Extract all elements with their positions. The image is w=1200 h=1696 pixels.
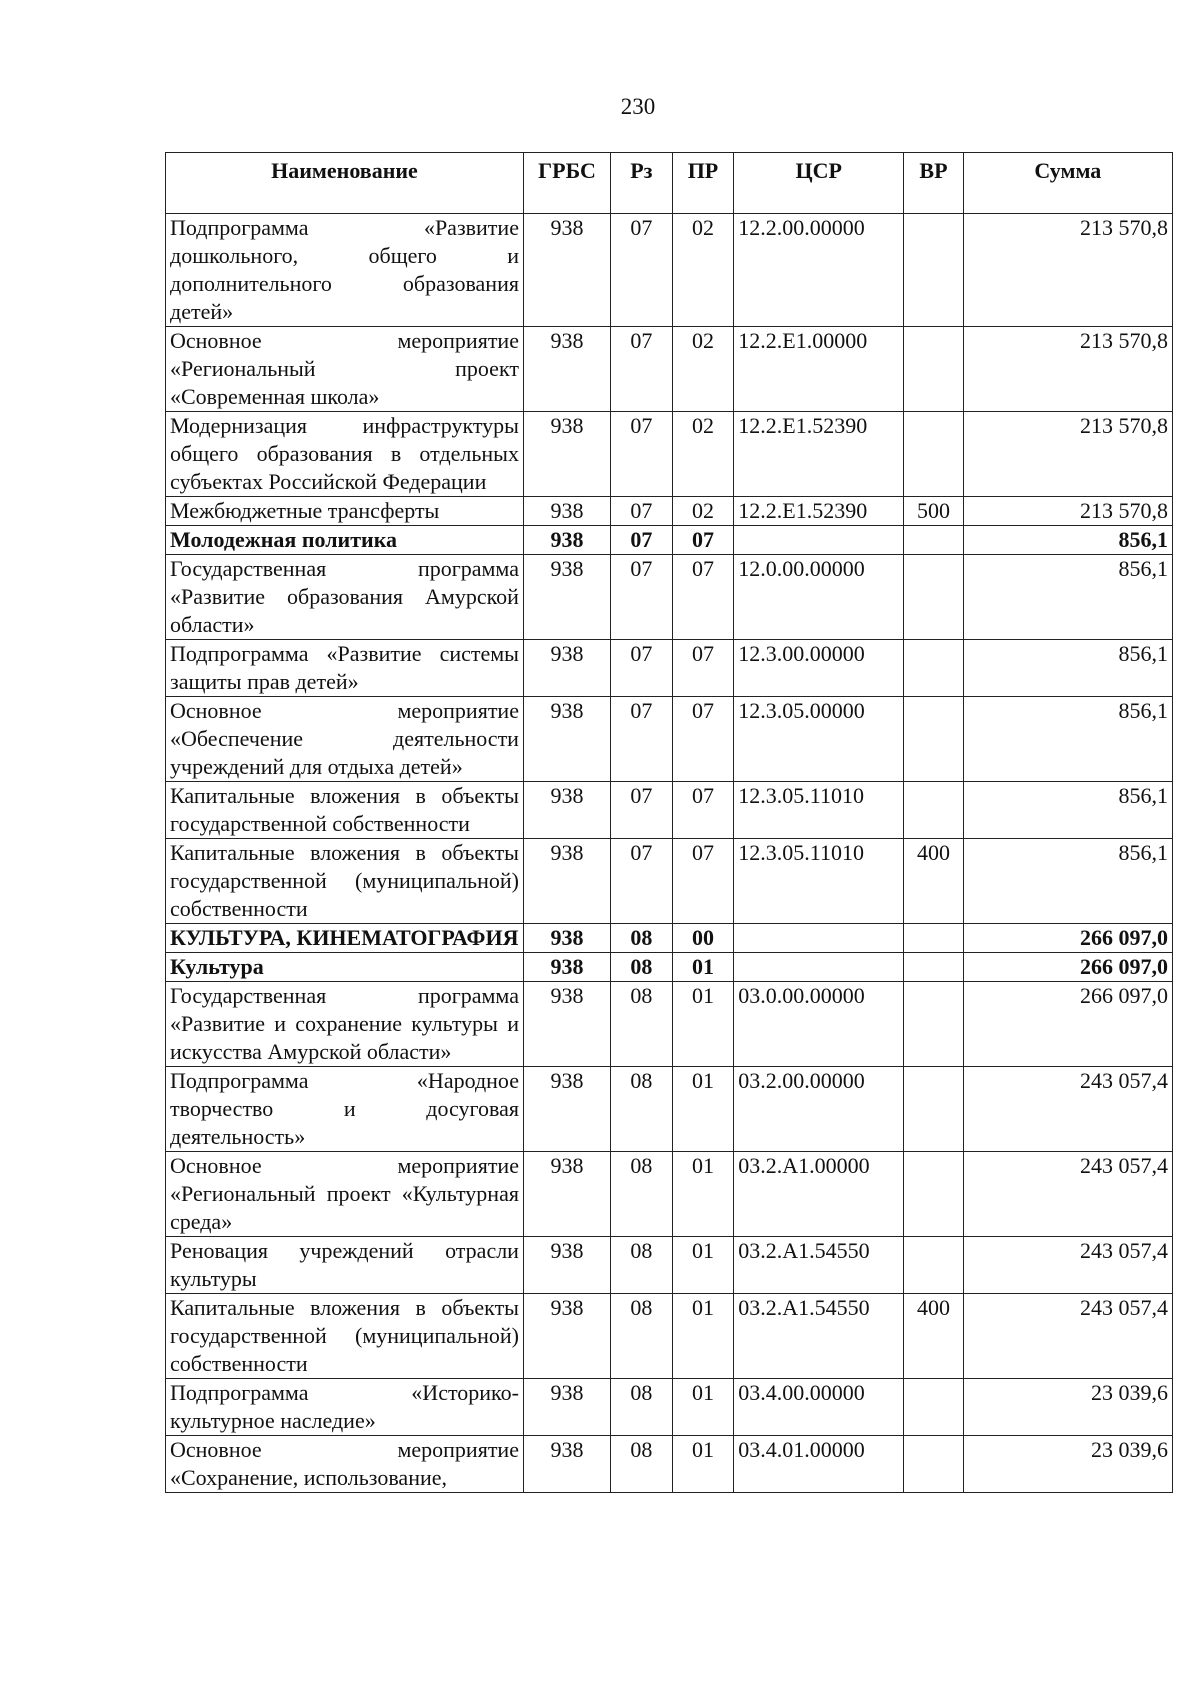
cell-sum: 213 570,8 [963, 412, 1172, 497]
cell-csr: 03.0.00.00000 [734, 982, 904, 1067]
cell-name: Государственная программа «Развитие образования Амурской области» [166, 555, 524, 640]
cell-pr: 00 [672, 924, 734, 953]
cell-csr: 03.2.00.00000 [734, 1067, 904, 1152]
cell-csr: 12.0.00.00000 [734, 555, 904, 640]
cell-vr [904, 697, 963, 782]
table-row [166, 214, 1173, 327]
cell-pr: 02 [672, 327, 734, 412]
cell-grbs: 938 [523, 555, 610, 640]
budget-table [165, 152, 1173, 1493]
cell-csr [734, 953, 904, 982]
cell-csr [734, 924, 904, 953]
table-row [166, 327, 1173, 412]
cell-vr [904, 640, 963, 697]
cell-pr: 01 [672, 1379, 734, 1436]
cell-sum: 856,1 [963, 782, 1172, 839]
cell-vr [904, 327, 963, 412]
cell-csr: 12.3.00.00000 [734, 640, 904, 697]
cell-sum: 266 097,0 [963, 953, 1172, 982]
cell-grbs: 938 [523, 1067, 610, 1152]
cell-name: Подпрограмма «Развитие дошкольного, общего и дополнительного образования детей» [166, 214, 524, 327]
cell-rz: 08 [611, 953, 673, 982]
cell-rz: 07 [611, 412, 673, 497]
cell-name: Государственная программа «Развитие и сохранение культуры и искусства Амурской области» [166, 982, 524, 1067]
cell-name: Основное мероприятие «Региональный проект «Культурная среда» [166, 1152, 524, 1237]
cell-name: Молодежная политика [166, 526, 524, 555]
table-row [166, 497, 1173, 526]
cell-name: Основное мероприятие «Обеспечение деятельности учреждений для отдыха детей» [166, 697, 524, 782]
table-row [166, 1152, 1173, 1237]
header-csr: ЦСР [734, 153, 904, 214]
cell-grbs: 938 [523, 953, 610, 982]
cell-pr: 01 [672, 1067, 734, 1152]
cell-grbs: 938 [523, 327, 610, 412]
table-header-row [166, 153, 1173, 214]
cell-pr: 01 [672, 1152, 734, 1237]
cell-csr: 12.3.05.00000 [734, 697, 904, 782]
cell-pr: 02 [672, 497, 734, 526]
cell-vr: 400 [904, 839, 963, 924]
cell-rz: 08 [611, 924, 673, 953]
cell-pr: 01 [672, 1237, 734, 1294]
cell-name: Капитальные вложения в объекты государственной собственности [166, 782, 524, 839]
cell-csr: 03.2.A1.54550 [734, 1237, 904, 1294]
cell-pr: 02 [672, 214, 734, 327]
cell-csr: 03.4.01.00000 [734, 1436, 904, 1493]
cell-csr [734, 526, 904, 555]
cell-vr [904, 1152, 963, 1237]
cell-grbs: 938 [523, 697, 610, 782]
cell-grbs: 938 [523, 839, 610, 924]
cell-vr [904, 924, 963, 953]
cell-name: Основное мероприятие «Региональный проект «Современная школа» [166, 327, 524, 412]
table-row [166, 1237, 1173, 1294]
cell-csr: 03.2.A1.00000 [734, 1152, 904, 1237]
cell-sum: 243 057,4 [963, 1067, 1172, 1152]
cell-name: Капитальные вложения в объекты государственной (муниципальной) собственности [166, 839, 524, 924]
cell-pr: 02 [672, 412, 734, 497]
cell-csr: 03.2.A1.54550 [734, 1294, 904, 1379]
table-row [166, 953, 1173, 982]
cell-csr: 12.2.00.00000 [734, 214, 904, 327]
page-number: 230 [620, 94, 656, 119]
cell-name: Культура [166, 953, 524, 982]
cell-sum: 213 570,8 [963, 497, 1172, 526]
cell-sum: 856,1 [963, 555, 1172, 640]
cell-rz: 07 [611, 526, 673, 555]
cell-rz: 07 [611, 640, 673, 697]
cell-vr: 500 [904, 497, 963, 526]
cell-name: Капитальные вложения в объекты государственной (муниципальной) собственности [166, 1294, 524, 1379]
cell-name: Подпрограмма «Народное творчество и досуговая деятельность» [166, 1067, 524, 1152]
cell-pr: 01 [672, 1294, 734, 1379]
table-row [166, 839, 1173, 924]
cell-sum: 856,1 [963, 640, 1172, 697]
cell-grbs: 938 [523, 526, 610, 555]
header-pr: ПР [672, 153, 734, 214]
cell-rz: 08 [611, 1152, 673, 1237]
cell-csr: 12.2.E1.52390 [734, 412, 904, 497]
table-row [166, 924, 1173, 953]
cell-vr: 400 [904, 1294, 963, 1379]
cell-rz: 08 [611, 982, 673, 1067]
cell-name: Межбюджетные трансферты [166, 497, 524, 526]
cell-csr: 12.3.05.11010 [734, 839, 904, 924]
cell-rz: 07 [611, 497, 673, 526]
cell-csr: 12.3.05.11010 [734, 782, 904, 839]
cell-rz: 07 [611, 327, 673, 412]
cell-rz: 08 [611, 1067, 673, 1152]
cell-name: КУЛЬТУРА, КИНЕМАТОГРАФИЯ [166, 924, 524, 953]
table-row [166, 640, 1173, 697]
cell-name: Основное мероприятие «Сохранение, использование, [166, 1436, 524, 1493]
table-row [166, 1294, 1173, 1379]
cell-grbs: 938 [523, 497, 610, 526]
cell-rz: 08 [611, 1237, 673, 1294]
cell-pr: 07 [672, 697, 734, 782]
cell-vr [904, 782, 963, 839]
cell-rz: 07 [611, 697, 673, 782]
cell-sum: 23 039,6 [963, 1436, 1172, 1493]
cell-grbs: 938 [523, 1152, 610, 1237]
cell-vr [904, 982, 963, 1067]
table-row [166, 526, 1173, 555]
cell-vr [904, 412, 963, 497]
cell-csr: 12.2.E1.52390 [734, 497, 904, 526]
cell-vr [904, 1436, 963, 1493]
cell-grbs: 938 [523, 924, 610, 953]
cell-rz: 08 [611, 1294, 673, 1379]
cell-grbs: 938 [523, 1237, 610, 1294]
cell-grbs: 938 [523, 1294, 610, 1379]
cell-rz: 07 [611, 555, 673, 640]
cell-sum: 243 057,4 [963, 1152, 1172, 1237]
cell-sum: 243 057,4 [963, 1237, 1172, 1294]
table-row [166, 982, 1173, 1067]
cell-pr: 01 [672, 953, 734, 982]
cell-grbs: 938 [523, 782, 610, 839]
table-row [166, 697, 1173, 782]
cell-pr: 01 [672, 982, 734, 1067]
table-row [166, 1379, 1173, 1436]
table-body [166, 214, 1173, 1493]
cell-pr: 07 [672, 839, 734, 924]
cell-rz: 08 [611, 1436, 673, 1493]
cell-grbs: 938 [523, 982, 610, 1067]
cell-rz: 07 [611, 214, 673, 327]
cell-pr: 07 [672, 640, 734, 697]
cell-rz: 08 [611, 1379, 673, 1436]
cell-vr [904, 214, 963, 327]
cell-sum: 213 570,8 [963, 327, 1172, 412]
cell-name: Модернизация инфраструктуры общего образования в отдельных субъектах Российской Федерации [166, 412, 524, 497]
table-row [166, 1067, 1173, 1152]
cell-pr: 07 [672, 555, 734, 640]
cell-name: Реновация учреждений отрасли культуры [166, 1237, 524, 1294]
cell-grbs: 938 [523, 412, 610, 497]
cell-grbs: 938 [523, 214, 610, 327]
cell-sum: 23 039,6 [963, 1379, 1172, 1436]
cell-grbs: 938 [523, 1379, 610, 1436]
cell-grbs: 938 [523, 1436, 610, 1493]
cell-sum: 266 097,0 [963, 924, 1172, 953]
table-row [166, 555, 1173, 640]
cell-vr [904, 1379, 963, 1436]
cell-grbs: 938 [523, 640, 610, 697]
cell-name: Подпрограмма «Развитие системы защиты прав детей» [166, 640, 524, 697]
cell-name: Подпрограмма «Историко-культурное наследие» [166, 1379, 524, 1436]
cell-rz: 07 [611, 839, 673, 924]
header-vr: ВР [904, 153, 963, 214]
cell-vr [904, 1067, 963, 1152]
cell-sum: 243 057,4 [963, 1294, 1172, 1379]
header-name: Наименование [166, 153, 524, 214]
cell-sum: 856,1 [963, 526, 1172, 555]
cell-vr [904, 953, 963, 982]
cell-vr [904, 555, 963, 640]
cell-pr: 07 [672, 782, 734, 839]
header-sum: Сумма [963, 153, 1172, 214]
cell-sum: 856,1 [963, 839, 1172, 924]
cell-vr [904, 1237, 963, 1294]
cell-vr [904, 526, 963, 555]
cell-sum: 266 097,0 [963, 982, 1172, 1067]
cell-csr: 03.4.00.00000 [734, 1379, 904, 1436]
cell-rz: 07 [611, 782, 673, 839]
cell-pr: 07 [672, 526, 734, 555]
table-row [166, 412, 1173, 497]
header-rz: Рз [611, 153, 673, 214]
table-row [166, 1436, 1173, 1493]
cell-pr: 01 [672, 1436, 734, 1493]
cell-csr: 12.2.E1.00000 [734, 327, 904, 412]
header-grbs: ГРБС [523, 153, 610, 214]
cell-sum: 213 570,8 [963, 214, 1172, 327]
cell-sum: 856,1 [963, 697, 1172, 782]
table-row [166, 782, 1173, 839]
